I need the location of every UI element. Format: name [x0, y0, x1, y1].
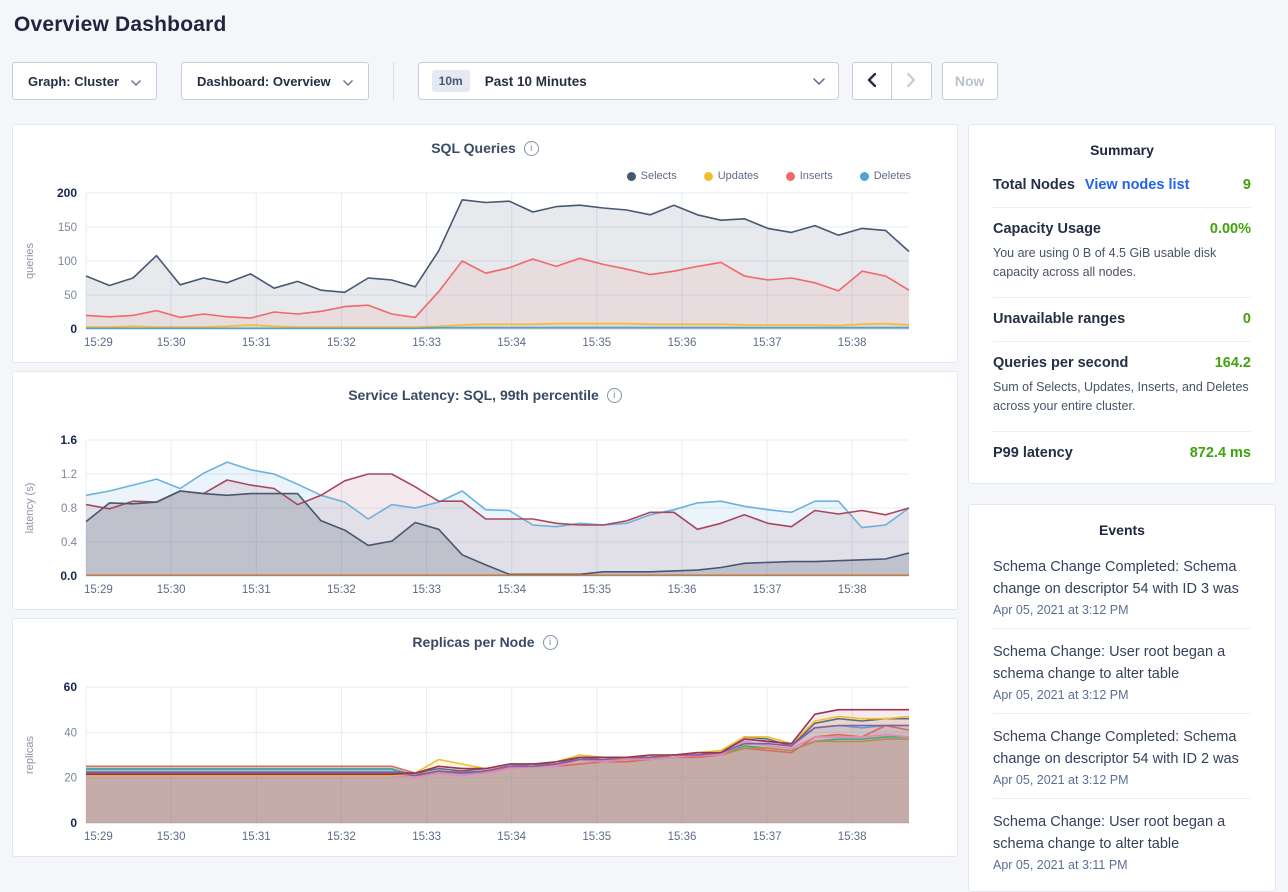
x-tick-label: 15:35 — [582, 337, 612, 349]
y-tick-label: 0.8 — [61, 503, 77, 515]
service-latency-plot[interactable] — [13, 432, 959, 608]
x-tick-label: 15:30 — [156, 337, 186, 349]
legend-item-deletes[interactable] — [860, 170, 911, 182]
chevron-down-icon — [343, 74, 353, 89]
series-line-Deletes — [86, 328, 909, 329]
x-tick-label: 15:37 — [752, 337, 782, 349]
x-tick-label: 15:35 — [582, 584, 612, 596]
dashboard-dropdown[interactable] — [181, 62, 369, 100]
chart-title: SQL Queries — [431, 140, 516, 156]
y-tick-label: 1.6 — [60, 433, 77, 447]
chevron-right-icon — [907, 73, 916, 90]
legend-item-updates[interactable] — [704, 170, 759, 182]
legend-swatch-icon — [860, 172, 869, 181]
summary-value: 872.4 ms — [1189, 444, 1251, 461]
legend-label: Updates — [717, 170, 759, 182]
x-tick-label: 15:32 — [327, 584, 356, 596]
x-tick-label: 15:38 — [837, 584, 867, 596]
x-tick-label: 15:29 — [84, 831, 113, 843]
y-tick-label: 50 — [64, 290, 77, 302]
y-tick-label: 0.4 — [61, 537, 77, 549]
summary-value: 0.00% — [1209, 221, 1251, 237]
x-tick-label: 15:34 — [497, 831, 527, 843]
y-tick-label: 20 — [64, 772, 77, 785]
event-timestamp: Apr 05, 2021 at 3:12 PM — [993, 687, 1129, 702]
info-icon[interactable] — [543, 635, 558, 650]
page-title: Overview Dashboard — [14, 13, 227, 36]
x-tick-label: 15:32 — [327, 337, 356, 349]
graph-dropdown-label: Graph: Cluster — [28, 73, 120, 89]
x-tick-label: 15:34 — [497, 584, 527, 596]
summary-label: Total Nodes — [993, 177, 1075, 193]
event-timestamp: Apr 05, 2021 at 3:12 PM — [993, 602, 1129, 617]
events-title: Events — [1099, 521, 1145, 538]
event-message: Schema Change Completed: Schema change on descriptor 54 with ID 2 was — [993, 728, 1239, 767]
summary-label: Capacity Usage — [993, 221, 1101, 237]
time-range-selector[interactable] — [418, 62, 839, 100]
time-nav-group — [852, 62, 932, 100]
summary-description: Sum of Selects, Updates, Inserts, and Deletes across your entire cluster. — [993, 379, 1249, 414]
event-timestamp: Apr 05, 2021 at 3:11 PM — [993, 857, 1128, 872]
y-axis-label: replicas — [24, 736, 36, 774]
events-panel — [968, 504, 1276, 892]
summary-label: Queries per second — [993, 354, 1129, 371]
event-item — [993, 544, 1251, 629]
y-tick-label: 60 — [63, 680, 77, 694]
x-tick-label: 15:29 — [84, 337, 113, 349]
chart-legend — [627, 170, 911, 182]
event-item — [993, 629, 1251, 714]
time-range-badge: 10m — [432, 70, 470, 92]
event-timestamp: Apr 05, 2021 at 3:12 PM — [993, 772, 1129, 787]
x-tick-label: 15:36 — [667, 584, 697, 596]
chart-title: Replicas per Node — [412, 634, 535, 650]
event-item — [993, 799, 1251, 883]
summary-row-queries-per-second — [993, 342, 1251, 432]
y-tick-label: 150 — [57, 222, 77, 234]
summary-row-capacity-usage — [993, 208, 1251, 298]
dashboard-content — [12, 124, 1276, 892]
x-tick-label: 15:37 — [752, 831, 782, 843]
y-tick-label: 100 — [57, 256, 77, 268]
x-tick-label: 15:31 — [241, 584, 271, 596]
x-tick-label: 15:38 — [837, 337, 867, 349]
summary-row-total-nodes — [993, 164, 1251, 208]
replicas-per-node-plot[interactable] — [13, 679, 959, 855]
legend-swatch-icon — [704, 172, 713, 181]
chevron-left-icon — [867, 73, 876, 90]
x-tick-label: 15:30 — [156, 831, 186, 843]
event-item — [993, 714, 1251, 799]
info-icon[interactable] — [524, 141, 539, 156]
y-axis-label: queries — [24, 242, 36, 280]
view-nodes-list-link[interactable]: View nodes list — [1084, 177, 1190, 193]
graph-dropdown[interactable] — [12, 62, 157, 100]
x-tick-label: 15:36 — [667, 831, 697, 843]
event-message: Schema Change: User root began a schema change to alter table — [993, 643, 1226, 682]
x-tick-label: 15:36 — [667, 337, 697, 349]
legend-swatch-icon — [627, 172, 636, 181]
chart-card-service-latency — [12, 371, 958, 610]
summary-value: 0 — [1242, 310, 1251, 327]
y-tick-label: 0 — [70, 816, 77, 830]
x-tick-label: 15:34 — [497, 337, 527, 349]
toolbar — [12, 62, 1276, 100]
y-tick-label: 0.0 — [60, 569, 77, 583]
chart-card-sql-queries — [12, 124, 958, 363]
chevron-down-icon — [813, 72, 825, 90]
time-forward-button[interactable] — [892, 63, 931, 99]
x-tick-label: 15:32 — [327, 831, 356, 843]
x-tick-label: 15:30 — [156, 584, 186, 596]
event-message: Schema Change: User root began a schema change to alter table — [993, 813, 1226, 852]
sidebar — [968, 124, 1276, 892]
info-icon[interactable] — [607, 388, 622, 403]
summary-description: You are using 0 B of 4.5 GiB usable disk capacity across all nodes. — [993, 246, 1217, 280]
summary-label: Unavailable ranges — [993, 310, 1126, 327]
legend-item-inserts[interactable] — [786, 170, 833, 182]
summary-title: Summary — [1090, 142, 1154, 158]
x-tick-label: 15:33 — [412, 831, 441, 843]
sql-queries-plot[interactable] — [13, 185, 959, 361]
summary-value: 164.2 — [1214, 354, 1251, 371]
summary-panel — [968, 124, 1276, 484]
x-tick-label: 15:33 — [412, 337, 441, 349]
y-tick-label: 1.2 — [61, 469, 77, 481]
summary-value: 9 — [1242, 177, 1251, 193]
now-button[interactable]: Now — [942, 62, 998, 100]
dashboard-dropdown-label: Dashboard: Overview — [197, 73, 331, 89]
legend-label: Deletes — [873, 170, 911, 182]
summary-label: P99 latency — [993, 444, 1073, 461]
summary-row-unavailable-ranges — [993, 298, 1251, 342]
x-tick-label: 15:31 — [241, 337, 271, 349]
time-back-button[interactable] — [853, 63, 892, 99]
y-tick-label: 40 — [64, 727, 77, 740]
y-axis-label: latency (s) — [24, 482, 36, 534]
summary-row-p99-latency — [993, 432, 1251, 475]
x-tick-label: 15:38 — [837, 831, 867, 843]
x-tick-label: 15:29 — [84, 584, 113, 596]
y-tick-label: 0 — [70, 322, 77, 336]
legend-item-selects[interactable] — [627, 170, 677, 182]
toolbar-divider — [393, 62, 394, 100]
legend-swatch-icon — [786, 172, 795, 181]
chart-title: Service Latency: SQL, 99th percentile — [348, 387, 599, 403]
y-tick-label: 200 — [56, 186, 77, 200]
time-range-label: Past 10 Minutes — [484, 73, 587, 89]
charts-column — [12, 124, 958, 857]
x-tick-label: 15:35 — [582, 831, 612, 843]
legend-label: Inserts — [799, 170, 833, 182]
x-tick-label: 15:37 — [752, 584, 782, 596]
chevron-down-icon — [131, 74, 141, 89]
event-message: Schema Change Completed: Schema change on descriptor 54 with ID 3 was — [993, 558, 1239, 597]
x-tick-label: 15:31 — [241, 831, 271, 843]
legend-label: Selects — [640, 170, 677, 182]
x-tick-label: 15:33 — [412, 584, 441, 596]
overview-dashboard-page — [0, 13, 1288, 892]
chart-card-replicas-per-node — [12, 618, 958, 857]
